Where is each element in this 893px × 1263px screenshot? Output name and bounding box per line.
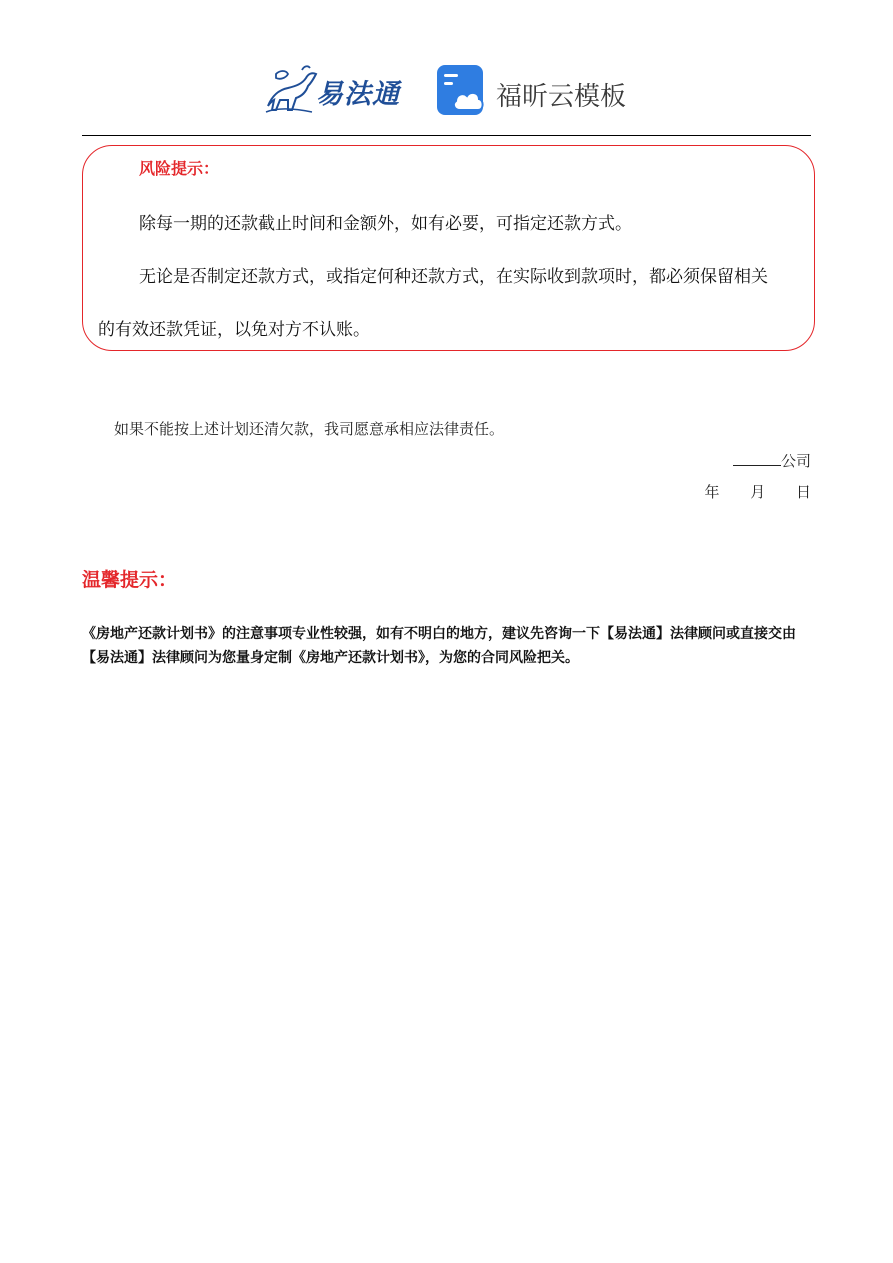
yifatong-logo-text: 易法通 — [316, 79, 400, 110]
risk-notice-title: 风险提示： — [139, 159, 220, 178]
fuxin-logo-text: 福昕云模板 — [496, 82, 627, 112]
company-suffix: 公司 — [780, 452, 811, 470]
risk-notice-box — [82, 145, 815, 351]
yifatong-logo — [262, 62, 412, 118]
qilin-emblem-icon — [262, 62, 320, 118]
page-header — [0, 60, 893, 120]
risk-notice-paragraph-2-line-1: 无论是否制定还款方式，或指定何种还款方式，在实际收到款项时，都必须保留相关 — [139, 267, 768, 287]
warm-tip-title: 温馨提示： — [82, 569, 178, 591]
company-name-blank — [733, 451, 781, 466]
fuxin-logo — [436, 64, 636, 118]
signature-date-line: 年 月 日 — [704, 483, 811, 501]
warm-tip-body: 《房地产还款计划书》的注意事项专业性较强，如有不明白的地方，建议先咨询一下【易法通】法律顾问或直接交由【易法通】法律顾问为您量身定制《房地产还款计划书》，为您的合同风险把关。 — [82, 626, 796, 666]
risk-notice-paragraph-1: 除每一期的还款截止时间和金额外，如有必要，可指定还款方式。 — [139, 214, 632, 234]
header-divider — [82, 135, 811, 136]
fuxin-cloud-icon — [436, 64, 488, 116]
company-signature-line — [733, 450, 811, 471]
risk-notice-paragraph-2-line-2: 的有效还款凭证，以免对方不认账。 — [98, 320, 370, 340]
liability-pledge: 如果不能按上述计划还清欠款，我司愿意承相应法律责任。 — [114, 420, 505, 438]
